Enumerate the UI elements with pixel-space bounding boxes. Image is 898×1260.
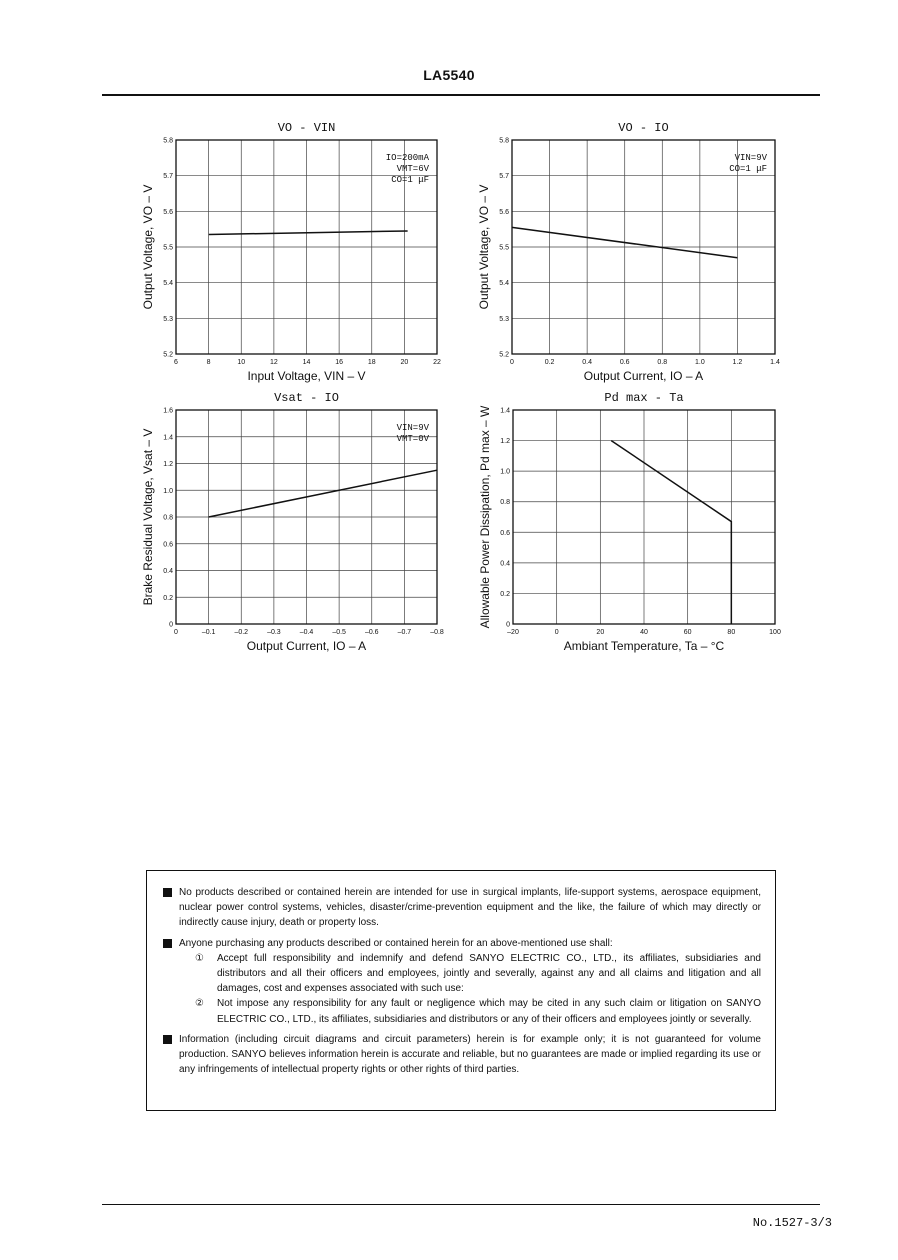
y-tick-label: 1.0 bbox=[500, 468, 510, 476]
y-axis-label: Brake Residual Voltage, Vsat – V bbox=[141, 428, 155, 606]
y-tick-label: 1.4 bbox=[500, 407, 510, 415]
chart-title: Vsat - IO bbox=[274, 391, 339, 405]
x-tick-label: –0.1 bbox=[201, 629, 216, 636]
notice-subitem-2 bbox=[187, 996, 761, 1026]
y-tick-label: 1.2 bbox=[500, 438, 510, 446]
condition-note: CO=1 μF bbox=[729, 164, 767, 174]
x-tick-label: 0.6 bbox=[619, 359, 630, 366]
notice-text-1: No products described or contained herein are intended for use in surgical implants, life-support systems, aerospace equipment, nuclear power control systems, vehicles, disaster/crime-prevention equipment and the like, the failure of which may directly or indirectly cause injury, death or property loss. bbox=[179, 887, 761, 929]
y-tick-label: 5.6 bbox=[163, 208, 173, 216]
x-axis-label: Ambiant Temperature, Ta – °C bbox=[563, 639, 725, 653]
y-tick-label: 5.3 bbox=[499, 315, 509, 323]
x-tick-label: –0.7 bbox=[397, 629, 412, 636]
x-tick-label: 10 bbox=[237, 359, 246, 366]
notice-subtext-2: Not impose any responsibility for any fault or negligence which may be cited in any such claim or litigation on SANYO ELECTRIC CO., LTD., its affiliates, subsidiaries and distributors or any of their officers and employees jointly or severally. bbox=[217, 998, 761, 1025]
x-tick-label: 60 bbox=[683, 629, 692, 636]
y-axis-label: Allowable Power Dissipation, Pd max – W bbox=[478, 405, 492, 629]
y-tick-label: 0.4 bbox=[500, 560, 510, 568]
x-tick-label: –0.2 bbox=[234, 629, 249, 636]
x-axis-label: Output Current, IO – A bbox=[246, 639, 367, 653]
y-tick-label: 5.5 bbox=[499, 244, 509, 252]
y-axis-label: Output Voltage, VO – V bbox=[141, 184, 155, 310]
y-tick-label: 5.4 bbox=[163, 280, 173, 288]
y-tick-label: 1.4 bbox=[163, 434, 173, 442]
y-tick-label: 0 bbox=[506, 621, 510, 629]
notice-paragraph-3 bbox=[161, 1032, 761, 1078]
y-tick-label: 0.2 bbox=[163, 594, 173, 602]
footer-rule bbox=[102, 1204, 820, 1205]
y-tick-label: 5.5 bbox=[163, 244, 173, 252]
chart-title: VO - VIN bbox=[277, 121, 336, 135]
x-tick-label: 18 bbox=[367, 359, 376, 366]
x-tick-label: 0 bbox=[510, 359, 514, 366]
y-tick-label: 5.8 bbox=[499, 137, 509, 145]
x-tick-label: –0.6 bbox=[364, 629, 379, 636]
x-tick-label: 1.4 bbox=[770, 359, 780, 366]
x-axis-label: Input Voltage, VIN – V bbox=[247, 369, 366, 383]
x-tick-label: –0.3 bbox=[267, 629, 281, 636]
y-tick-label: 0.6 bbox=[163, 541, 173, 549]
y-tick-label: 1.6 bbox=[163, 407, 173, 415]
document-title: LA5540 bbox=[423, 67, 475, 83]
x-tick-label: 16 bbox=[335, 359, 344, 366]
x-tick-label: 0.2 bbox=[544, 359, 555, 366]
condition-note: IO=200mA bbox=[385, 153, 429, 163]
y-tick-label: 1.0 bbox=[163, 487, 173, 495]
page-number: No.1527-3/3 bbox=[752, 1216, 832, 1230]
x-tick-label: 6 bbox=[174, 359, 178, 366]
circled-one-icon: ① bbox=[195, 952, 204, 964]
condition-note: VMT=0V bbox=[396, 434, 429, 444]
notice-text-3: Information (including circuit diagrams and circuit parameters) herein is for example only; it is not guaranteed for volume production. SANYO believes information herein is accurate and reliable, but no guarantees are made or implied regarding its use or any infringements of intellectual property rights or other rights of third parties. bbox=[179, 1033, 761, 1076]
chart-title: VO - IO bbox=[618, 121, 669, 135]
y-axis-label: Output Voltage, VO – V bbox=[477, 184, 491, 310]
y-tick-label: 5.7 bbox=[499, 173, 509, 181]
y-tick-label: 5.7 bbox=[163, 173, 173, 181]
y-tick-label: 0.8 bbox=[500, 499, 510, 507]
x-tick-label: 14 bbox=[302, 359, 311, 366]
notice-subtext-1: Accept full responsibility and indemnify and defend SANYO ELECTRIC CO., LTD., its affiliates, subsidiaries and distributors and all their officers and employees, jointly and severally, against any and all claims and litigation and all damages, cost and expenses associated with such use: bbox=[217, 952, 761, 995]
series-line bbox=[209, 470, 437, 517]
x-tick-label: 1.2 bbox=[732, 359, 743, 366]
y-tick-label: 5.2 bbox=[163, 351, 173, 359]
x-tick-label: 0 bbox=[174, 629, 178, 636]
y-tick-label: 0 bbox=[169, 621, 173, 629]
bullet-square-icon bbox=[163, 1035, 172, 1044]
y-tick-label: 0.8 bbox=[163, 514, 173, 522]
x-tick-label: 8 bbox=[206, 359, 211, 366]
x-tick-label: 40 bbox=[640, 629, 648, 636]
condition-note: VIN=9V bbox=[396, 423, 429, 433]
y-tick-label: 5.8 bbox=[163, 137, 173, 145]
x-tick-label: 22 bbox=[433, 359, 441, 366]
vo-io-chart bbox=[477, 121, 780, 383]
x-tick-label: –0.4 bbox=[299, 629, 314, 636]
y-tick-label: 5.2 bbox=[499, 351, 509, 359]
notice-paragraph-1 bbox=[161, 885, 761, 931]
y-tick-label: 0.2 bbox=[500, 590, 510, 598]
x-tick-label: 20 bbox=[400, 359, 409, 366]
x-tick-label: –0.8 bbox=[430, 629, 444, 636]
notice-subitem-1 bbox=[187, 951, 761, 997]
x-tick-label: 100 bbox=[769, 629, 781, 636]
vsat-io-chart bbox=[141, 391, 444, 653]
x-tick-label: –20 bbox=[507, 629, 519, 636]
x-tick-label: 0.8 bbox=[657, 359, 668, 366]
x-tick-label: –0.5 bbox=[332, 629, 346, 636]
chart-title: Pd max - Ta bbox=[604, 391, 684, 405]
bullet-square-icon bbox=[163, 939, 172, 948]
y-tick-label: 1.2 bbox=[163, 461, 173, 468]
circled-two-icon: ② bbox=[195, 998, 204, 1010]
notice-text-2: Anyone purchasing any products described or contained herein for an above-mentioned use shall: bbox=[179, 937, 613, 949]
x-axis-label: Output Current, IO – A bbox=[583, 369, 704, 383]
x-tick-label: 12 bbox=[269, 359, 278, 366]
condition-note: VIN=9V bbox=[734, 153, 767, 163]
bullet-square-icon bbox=[163, 888, 172, 897]
x-tick-label: 0 bbox=[554, 629, 559, 636]
notice-paragraph-2 bbox=[161, 936, 761, 1027]
x-tick-label: 80 bbox=[727, 629, 736, 636]
x-tick-label: 0.4 bbox=[582, 359, 593, 366]
series-line bbox=[209, 231, 408, 235]
y-tick-label: 5.6 bbox=[499, 208, 509, 216]
condition-note: CO=1 μF bbox=[391, 175, 429, 185]
x-tick-label: 20 bbox=[596, 629, 605, 636]
notice-box bbox=[146, 870, 776, 1111]
y-tick-label: 5.3 bbox=[163, 315, 173, 323]
x-tick-label: 1.0 bbox=[694, 359, 705, 366]
pd-ta-chart bbox=[478, 391, 781, 653]
condition-note: VMT=6V bbox=[396, 164, 429, 174]
y-tick-label: 5.4 bbox=[499, 280, 509, 288]
y-tick-label: 0.4 bbox=[163, 568, 173, 575]
vo-vin-chart bbox=[141, 121, 441, 383]
y-tick-label: 0.6 bbox=[500, 529, 510, 537]
